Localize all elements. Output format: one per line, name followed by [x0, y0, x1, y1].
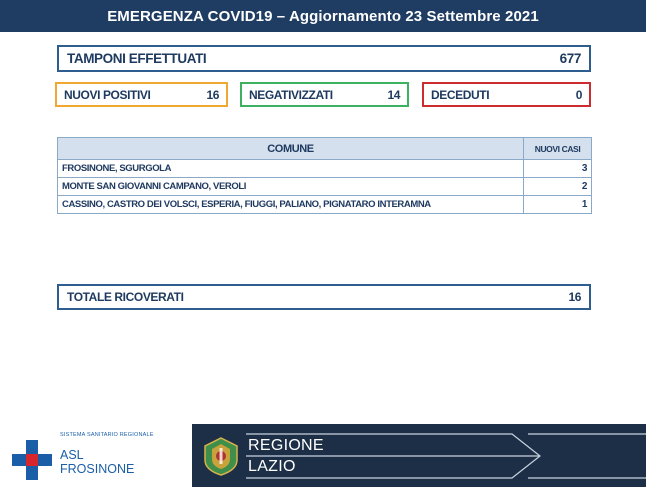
asl-name-line1: ASL	[60, 448, 84, 462]
table-row	[58, 178, 592, 196]
tamponi-box	[57, 45, 591, 72]
ricoverati-value: 16	[568, 290, 581, 304]
deceduti-label: DECEDUTI	[431, 87, 490, 102]
regione-lazio-emblem-icon	[201, 436, 241, 476]
regione-line2: LAZIO	[248, 458, 296, 475]
negativizzati-value: 14	[387, 87, 400, 102]
tamponi-label: TAMPONI EFFETTUATI	[67, 51, 207, 66]
nuovi-positivi-label: NUOVI POSITIVI	[64, 87, 151, 102]
table-row	[58, 196, 592, 214]
negativizzati-box	[240, 82, 409, 107]
page-title: EMERGENZA COVID19 – Aggiornamento 23 Settembre 2021	[107, 7, 539, 25]
table-row	[58, 160, 592, 178]
asl-name	[60, 448, 134, 476]
page-header	[0, 0, 646, 32]
asl-sistema-label: SISTEMA SANITARIO REGIONALE	[60, 432, 154, 438]
casi-cell: 1	[524, 196, 592, 214]
column-header-nuovi-casi: NUOVI CASI	[524, 138, 592, 160]
casi-cell: 3	[524, 160, 592, 178]
deceduti-box	[422, 82, 591, 107]
nuovi-positivi-value: 16	[206, 87, 219, 102]
nuovi-positivi-box	[55, 82, 228, 107]
comuni-table	[57, 137, 592, 214]
casi-cell: 2	[524, 178, 592, 196]
asl-frosinone-logo	[12, 432, 192, 482]
ricoverati-label: TOTALE RICOVERATI	[67, 290, 184, 304]
table-header-row	[58, 138, 592, 160]
regione-lazio-band	[192, 424, 646, 487]
comune-cell: MONTE SAN GIOVANNI CAMPANO, VEROLI	[58, 178, 524, 196]
comune-cell: CASSINO, CASTRO DEI VOLSCI, ESPERIA, FIUGGI, PALIANO, PIGNATARO INTERAMNA	[58, 196, 524, 214]
deceduti-value: 0	[575, 87, 582, 102]
asl-name-line2: FROSINONE	[60, 462, 135, 476]
tamponi-value: 677	[559, 51, 581, 66]
ricoverati-box	[57, 284, 591, 310]
negativizzati-label: NEGATIVIZZATI	[249, 87, 333, 102]
column-header-comune: COMUNE	[58, 138, 524, 160]
regione-line1: REGIONE	[248, 437, 324, 454]
asl-cross-icon	[12, 440, 52, 480]
comune-cell: FROSINONE, SGURGOLA	[58, 160, 524, 178]
